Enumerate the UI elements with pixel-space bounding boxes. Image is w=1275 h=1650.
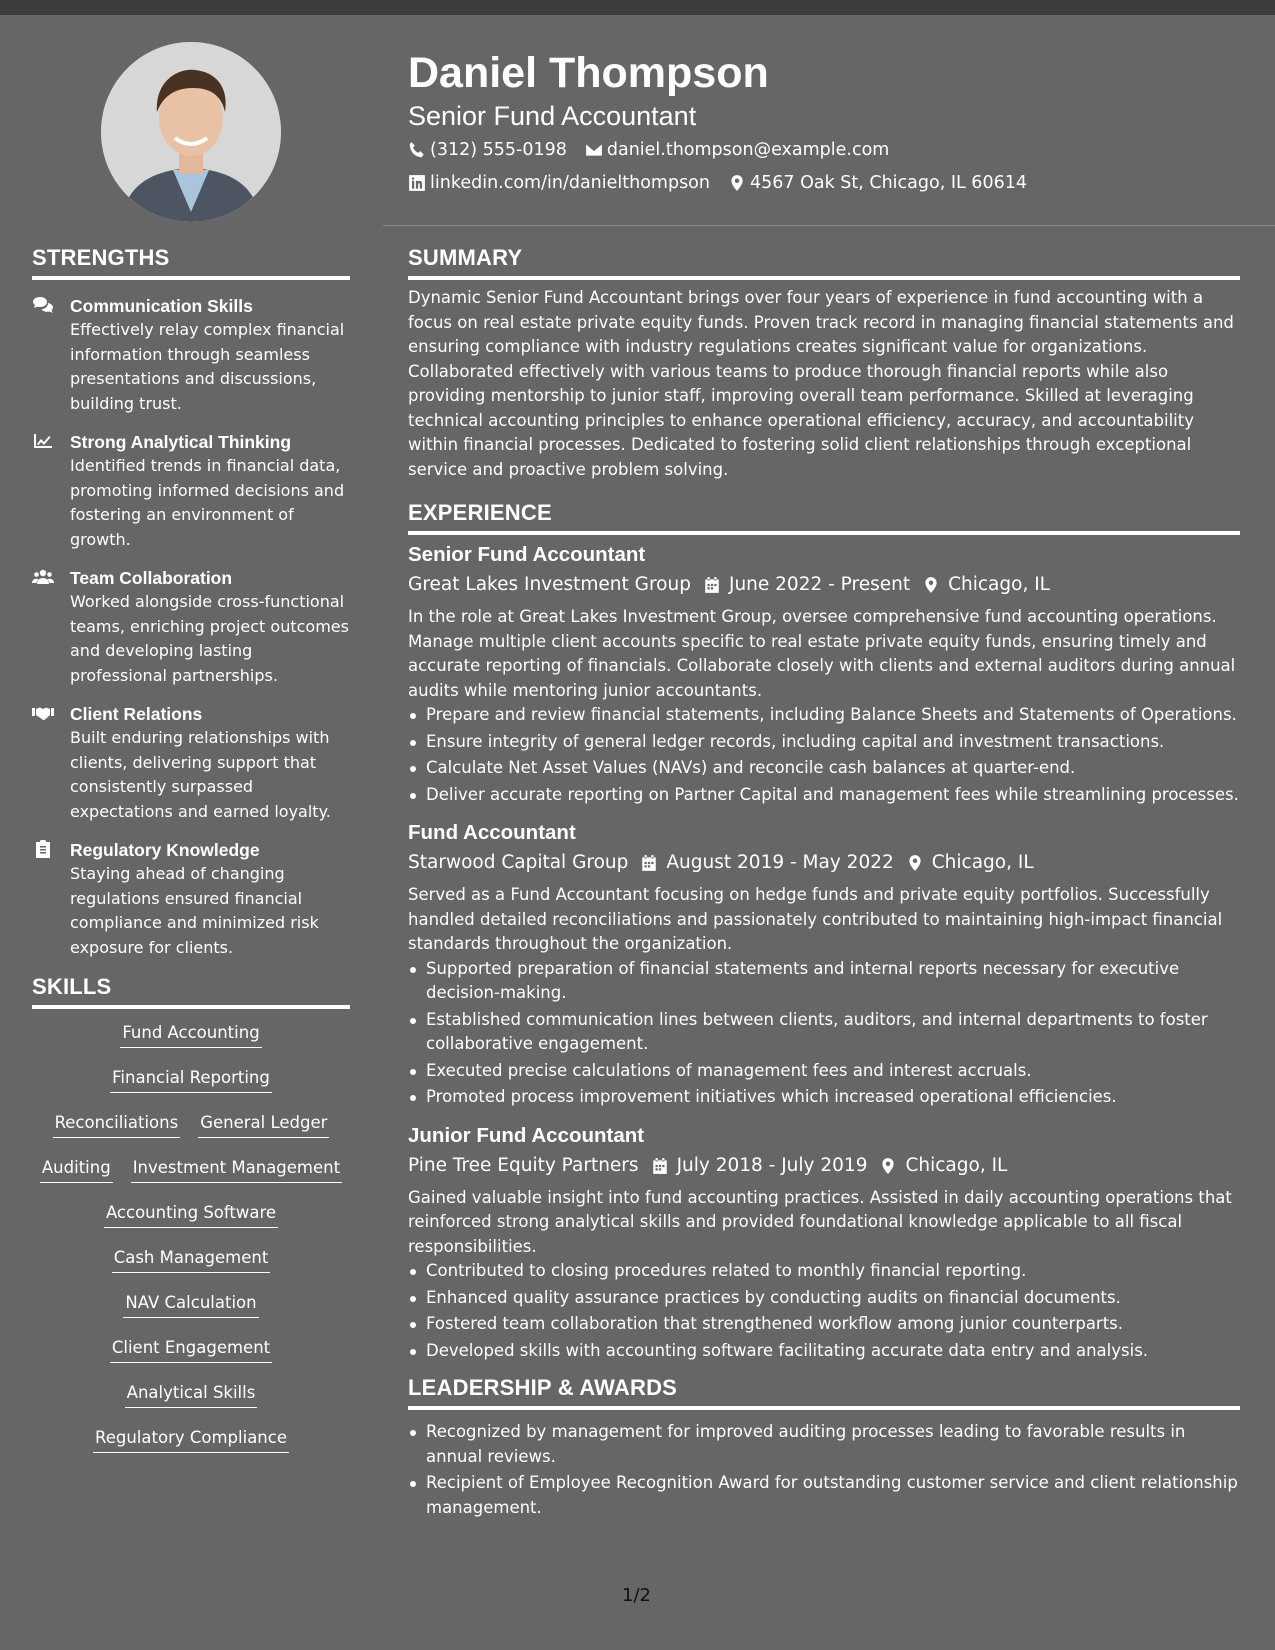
strength-desc: Effectively relay complex financial information through seamless presentations and discussions, building trust. bbox=[70, 320, 345, 413]
candidate-name: Daniel Thompson bbox=[408, 49, 769, 97]
strength-desc: Staying ahead of changing regulations ensured financial compliance and minimized risk exposure for clients. bbox=[70, 864, 319, 957]
linkedin-text: linkedin.com/in/danielthompson bbox=[430, 173, 710, 193]
skill-tag: Auditing bbox=[40, 1156, 113, 1183]
email-contact[interactable] bbox=[585, 134, 889, 166]
skill-tag: Cash Management bbox=[112, 1246, 271, 1273]
location-pin-icon bbox=[728, 174, 746, 192]
job-bullets bbox=[408, 957, 1240, 1110]
job-bullets bbox=[408, 703, 1240, 807]
job-bullet: Developed skills with accounting software facilitating accurate data entry and analysis. bbox=[408, 1339, 1240, 1364]
job-bullet: Prepare and review financial statements, including Balance Sheets and Statements of Operations. bbox=[408, 703, 1240, 728]
contact-line-2 bbox=[408, 167, 1238, 199]
awards-list bbox=[408, 1420, 1240, 1520]
skill-tag: NAV Calculation bbox=[123, 1291, 258, 1318]
job-bullet: Deliver accurate reporting on Partner Capital and management fees while streamlining processes. bbox=[408, 783, 1240, 808]
phone-contact[interactable] bbox=[408, 134, 567, 166]
job-description: Gained valuable insight into fund accounting practices. Assisted in daily accounting operations that reinforced strong analytical skills and provided foundational knowledge applicable to all fiscal responsibilities. bbox=[408, 1187, 1232, 1256]
skill-tag: Reconciliations bbox=[53, 1111, 181, 1138]
award-item: Recognized by management for improved auditing processes leading to favorable results in annual reviews. bbox=[408, 1420, 1240, 1469]
location-pin-icon bbox=[922, 576, 940, 594]
skill-tag: Accounting Software bbox=[104, 1201, 278, 1228]
strength-item bbox=[32, 430, 350, 552]
job-bullet: Enhanced quality assurance practices by conducting audits on financial documents. bbox=[408, 1286, 1240, 1311]
job-meta bbox=[408, 569, 1240, 601]
job-description: In the role at Great Lakes Investment Group, oversee comprehensive fund accounting operations. Manage multiple client accounts specific to real estate private equity funds, ensuring timely and accurate reporting of financials. Collaborate closely with clients and external auditors during annual audits while mentoring junior accountants. bbox=[408, 607, 1236, 700]
strength-desc: Built enduring relationships with clients, delivering support that consistently surpassed expectations and earned loyalty. bbox=[70, 728, 331, 821]
strength-title: Regulatory Knowledge bbox=[70, 840, 260, 860]
job-title: Fund Accountant bbox=[408, 821, 576, 844]
clipboard-icon bbox=[32, 840, 54, 858]
location-pin-icon bbox=[879, 1157, 897, 1175]
job-meta bbox=[408, 1150, 1240, 1182]
strength-title: Client Relations bbox=[70, 704, 203, 724]
top-bar bbox=[0, 0, 1275, 15]
job-bullet: Promoted process improvement initiatives which increased operational efficiencies. bbox=[408, 1085, 1240, 1110]
job-company: Pine Tree Equity Partners bbox=[408, 1154, 639, 1176]
job-title: Junior Fund Accountant bbox=[408, 1123, 645, 1147]
phone-icon bbox=[408, 141, 426, 159]
candidate-role: Senior Fund Accountant bbox=[408, 101, 697, 131]
job-entry bbox=[408, 819, 1240, 1110]
job-company: Starwood Capital Group bbox=[408, 852, 629, 873]
strength-title: Team Collaboration bbox=[70, 568, 233, 588]
handshake-icon bbox=[32, 704, 54, 722]
job-bullets bbox=[408, 1259, 1240, 1363]
left-column bbox=[32, 245, 350, 1471]
strength-title: Strong Analytical Thinking bbox=[70, 432, 292, 452]
comments-icon bbox=[32, 296, 54, 314]
strength-desc: Identified trends in financial data, promoting informed decisions and fostering an environment of growth. bbox=[70, 456, 345, 549]
address-text: 4567 Oak St, Chicago, IL 60614 bbox=[749, 173, 1027, 193]
strength-title: Communication Skills bbox=[70, 296, 253, 316]
calendar-icon bbox=[651, 1157, 669, 1175]
award-item: Recipient of Employee Recognition Award for outstanding customer service and client relationship management. bbox=[408, 1471, 1240, 1520]
job-bullet: Supported preparation of financial statements and internal reports necessary for executive decision-making. bbox=[408, 957, 1240, 1006]
resume-page bbox=[0, 15, 1275, 1650]
skill-tag: Regulatory Compliance bbox=[93, 1426, 289, 1453]
strength-item bbox=[32, 566, 350, 688]
job-dates: July 2018 - July 2019 bbox=[676, 1154, 868, 1176]
summary-heading: SUMMARY bbox=[408, 245, 1240, 280]
skill-tag: General Ledger bbox=[198, 1111, 329, 1138]
experience-heading: EXPERIENCE bbox=[408, 500, 1240, 535]
summary-text: Dynamic Senior Fund Accountant brings over four years of experience in fund accounting with a focus on real estate private equity funds. Proven track record in managing financial statements and ensuring compliance with industry regulations creates significant value for organizations. Collaborated effectively with various teams to produce thorough financial reports while also providing mentorship to junior staff, improving overall team performance. Skilled at leveraging technical accounting principles to enhance operational efficiency, accuracy, and accountability within financial processes. Dedicated to fostering solid client relationships through exceptional service and proactive problem solving. bbox=[408, 288, 1234, 479]
job-bullet: Established communication lines between clients, auditors, and internal departments to foster collaborative engagement. bbox=[408, 1008, 1240, 1057]
job-meta bbox=[408, 847, 1240, 879]
page-number: 1/2 bbox=[622, 1585, 651, 1606]
skill-tag: Investment Management bbox=[131, 1156, 342, 1183]
users-icon bbox=[32, 568, 54, 586]
job-location: Chicago, IL bbox=[931, 852, 1034, 873]
strength-desc: Worked alongside cross-functional teams, enriching project outcomes and developing lasting professional partnerships. bbox=[70, 592, 349, 685]
chart-line-icon bbox=[32, 432, 54, 450]
strength-item bbox=[32, 838, 350, 960]
job-location: Chicago, IL bbox=[905, 1154, 1008, 1176]
awards-section bbox=[408, 1375, 1240, 1520]
job-entry bbox=[408, 1122, 1240, 1364]
location-pin-icon bbox=[906, 854, 924, 872]
summary-section bbox=[408, 245, 1240, 482]
job-bullet: Contributed to closing procedures related to monthly financial reporting. bbox=[408, 1259, 1240, 1284]
contact-line-1 bbox=[408, 134, 1238, 166]
right-column bbox=[408, 245, 1240, 1522]
skill-tag: Financial Reporting bbox=[110, 1066, 272, 1093]
job-company: Great Lakes Investment Group bbox=[408, 574, 691, 595]
job-description: Served as a Fund Accountant focusing on hedge funds and private equity portfolios. Successfully handled detailed reconciliations and passionately contributed to maintaining high-impact financial standards throughout the organization. bbox=[408, 885, 1223, 953]
job-dates: June 2022 - Present bbox=[728, 574, 911, 595]
job-bullet: Calculate Net Asset Values (NAVs) and reconcile cash balances at quarter-end. bbox=[408, 756, 1240, 781]
job-entry bbox=[408, 541, 1240, 807]
experience-section bbox=[408, 500, 1240, 1363]
linkedin-icon bbox=[408, 174, 426, 192]
awards-heading: LEADERSHIP & AWARDS bbox=[408, 1375, 1240, 1410]
job-bullet: Fostered team collaboration that strengthened workflow among junior counterparts. bbox=[408, 1312, 1240, 1337]
skill-tag: Analytical Skills bbox=[125, 1381, 258, 1408]
skills-list bbox=[32, 1021, 350, 1471]
job-bullet: Executed precise calculations of management fees and interest accruals. bbox=[408, 1059, 1240, 1084]
address-contact bbox=[728, 167, 1027, 199]
envelope-icon bbox=[585, 141, 603, 159]
skill-tag: Client Engagement bbox=[110, 1336, 272, 1363]
job-dates: August 2019 - May 2022 bbox=[666, 852, 894, 873]
job-bullet: Ensure integrity of general ledger records, including capital and investment transactions. bbox=[408, 730, 1240, 755]
header-divider bbox=[383, 225, 1275, 226]
email-text: daniel.thompson@example.com bbox=[606, 140, 890, 160]
strength-item bbox=[32, 702, 350, 824]
linkedin-contact[interactable] bbox=[408, 167, 710, 199]
resume-header bbox=[408, 45, 1238, 199]
calendar-icon bbox=[640, 854, 658, 872]
skill-tag: Fund Accounting bbox=[120, 1021, 261, 1048]
strength-item bbox=[32, 294, 350, 416]
strengths-heading: STRENGTHS bbox=[32, 245, 350, 280]
job-location: Chicago, IL bbox=[948, 574, 1050, 595]
phone-text: (312) 555-0198 bbox=[430, 140, 567, 160]
profile-photo bbox=[101, 42, 281, 222]
job-title: Senior Fund Accountant bbox=[408, 543, 646, 566]
skills-section bbox=[32, 974, 350, 1471]
calendar-icon bbox=[703, 576, 721, 594]
skills-heading: SKILLS bbox=[32, 974, 350, 1009]
